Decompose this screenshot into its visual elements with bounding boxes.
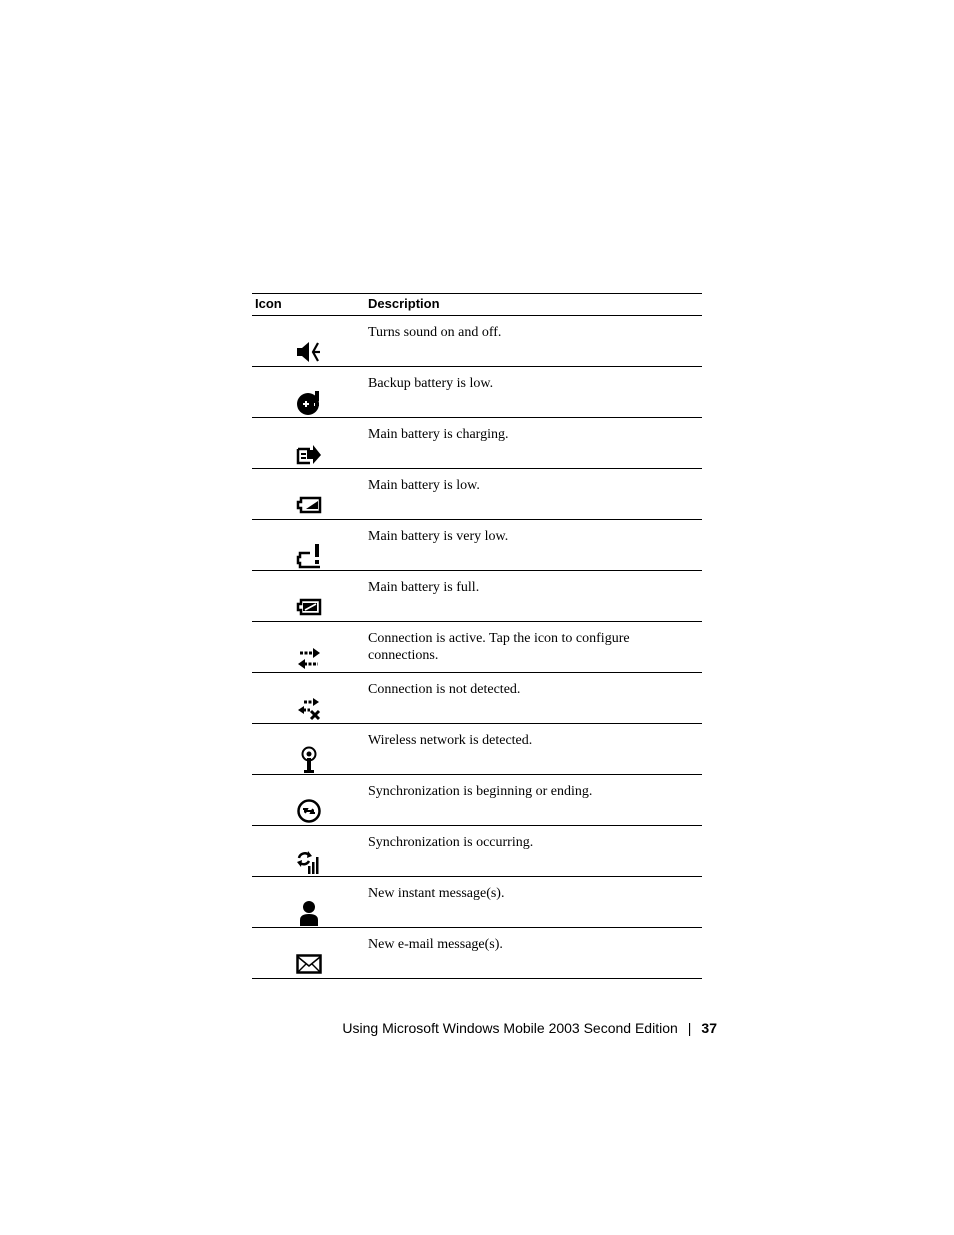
table-row [252,673,702,724]
page-number: 37 [701,1020,717,1036]
row-description: Main battery is charging. [368,427,509,442]
table-header [252,293,702,316]
table-row [252,775,702,826]
battery-charging-icon [295,440,323,468]
row-description: Synchronization is occurring. [368,835,534,850]
connection-not-detected-icon [295,695,323,723]
row-description: Main battery is very low. [368,529,509,544]
battery-low-icon [295,491,323,519]
header-description: Description [368,296,440,311]
row-description: Wireless network is detected. [368,733,533,748]
backup-battery-low-icon [295,389,323,417]
row-description: Main battery is full. [368,580,480,595]
table-row [252,469,702,520]
row-description: Connection is active. Tap the icon to configure connections. [368,631,630,663]
row-description: New e-mail message(s). [368,937,503,952]
wireless-network-icon [295,746,323,774]
row-description: New instant message(s). [368,886,505,901]
table-row [252,826,702,877]
battery-very-low-icon [295,542,323,570]
page-footer [342,1020,717,1036]
connection-active-icon [295,644,323,672]
icon-description-table [252,293,702,979]
row-description: Backup battery is low. [368,376,494,391]
row-description: Turns sound on and off. [368,325,502,340]
table-row [252,724,702,775]
footer-title: Using Microsoft Windows Mobile 2003 Second Edition [342,1020,678,1036]
table-row [252,367,702,418]
sync-occurring-icon [295,848,323,876]
footer-separator: | [687,1020,692,1036]
row-description: Connection is not detected. [368,682,521,697]
row-description: Main battery is low. [368,478,480,493]
row-description: Synchronization is beginning or ending. [368,784,593,799]
table-row [252,418,702,469]
table-row [252,622,702,673]
speaker-sound-icon [295,338,323,366]
table-row [252,877,702,928]
table-row [252,928,702,979]
header-icon: Icon [255,296,282,311]
sync-begin-end-icon [295,797,323,825]
email-message-icon [295,950,323,978]
table-row [252,571,702,622]
table-row [252,316,702,367]
battery-full-icon [295,593,323,621]
instant-message-icon [295,899,323,927]
table-row [252,520,702,571]
